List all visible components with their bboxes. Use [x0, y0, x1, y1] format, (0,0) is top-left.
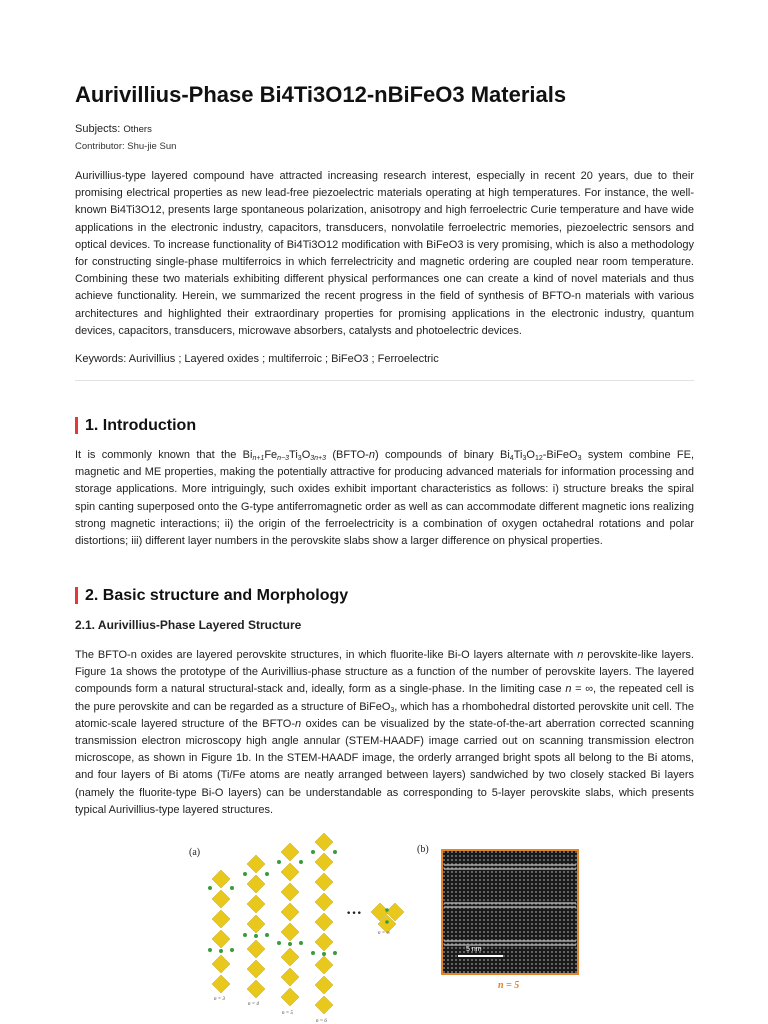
scale-bar-label: 5 nm — [466, 946, 482, 953]
introduction-paragraph: It is commonly known that the $Bi_{n+1}Fe_{n-3}Ti_3O_{3n+3}$ (BFTO-n) compounds of binary $Bi_4Ti_3O_{12}-BiFeO_3$ system combine FE, magnetic and ME properties, making the potentially attractive for producing advanced materials for information processing and storage applications. More intriguingly, such oxides exhibit important characteristics as follows: i) structure breaks the spiral spin canting superposed onto the G-type antiferromagnetic order as well as can accommodate different magnetic ions realizing strong magnetic interactions; ii) the origin of the ferroelectricity is a combination of oxygen octahedral rotations and polar distortions; iii) different layer numbers in the perovskite slabs show a larger difference on physical properties. — [75, 449, 695, 548]
heading-accent-bar — [75, 587, 78, 604]
stem-haadf-image — [442, 850, 578, 991]
structure-ninf — [371, 903, 404, 936]
label-n6: n = 6 — [316, 1019, 327, 1024]
subsection-heading: 2.1. Aurivillius-Phase Layered Structure — [75, 618, 302, 632]
subjects-label: Subjects: — [75, 123, 121, 135]
structure-n3 — [208, 870, 234, 1002]
structure-n4 — [243, 855, 269, 1007]
structure-n6 — [311, 833, 337, 1024]
structure-paragraph: The BFTO-n oxides are layered perovskite structures, in which fluorite-like Bi-O layers alternate with n perovskite-like layers. Figure 1a shows the prototype of the Aurivillius-phase structure as a function of the number of perovskite layers. The layered compounds form a natural structural-stack and, ideally, form as a single-phase. In the limiting case n = ∞, the repeated cell is the pure perovskite and can be regarded as a structure of BiFeO$_3$, which has a rhombohedral distorted perovskite unit cell. The atomic-scale layered structure of the BFTO-n oxides can be visualized by the state-of-the-art aberration corrected scanning transmission electron microscopy high angle annular (STEM-HAADF) image carried out on scanning transmission electron microscope, as shown in Figure 1b. In the STEM-HAADF image, the orderly arranged bright spots all belong to the Bi atoms, and four layers of Bi atoms (Ti/Fe atoms are neatly arranged between layers) sandwiched by two closely stacked Bi layers (namely the fluorite-type Bi-O layers) can be understandable as corresponding to 5-layer perovskite slabs, which presents typical Aurivillius-type layered structures. — [75, 649, 694, 816]
label-ninf: n = ∞ — [378, 931, 390, 936]
label-n3: n = 3 — [214, 997, 225, 1002]
page-title: Aurivillius-Phase Bi4Ti3O12-nBiFeO3 Materials — [75, 82, 567, 107]
abstract: Aurivillius-type layered compound have attracted increasing research interest, especially in recent 20 years, due to their promising electrical properties as new lead-free piezoelectric materials operating at high temperatures. For instance, the well-known Bi4Ti3O12, presents large spontaneous polarization, anisotropy and high ferroelectric Curie temperature and have wide applications in the electronic industry, capacitors, transducers, nonvolatile ferroelectric memories, piezoelectric sensors and optical devices. To increase functionality of Bi4Ti3O12 modification with BiFeO3 is very promising, which is also a methodology for constructing single-phase multiferroics in which ferrelectricity and magnetic ordering are coupled near room temperature. Combining these two materials exhibiting different physical performances one can create a kind of novel materials and thus achieve functionality. Herein, we summarized the recent progress in the field of synthesis of BFTO-n materials with various architectures and highlighted their extraordinary properties for promising applications in the electronic industry, quantum devices, capacitors, transducers, microwave absorbers, catalysts and photoelectric devices. — [75, 170, 694, 337]
heading-accent-bar — [75, 417, 78, 434]
scale-bar — [458, 955, 503, 957]
figure-1 — [110, 830, 520, 1024]
structure-n5 — [277, 843, 303, 1016]
label-n4: n = 4 — [248, 1002, 259, 1007]
ellipsis: ··· — [346, 905, 363, 922]
contributor: Contributor: Shu-jie Sun — [75, 141, 177, 152]
divider — [75, 380, 694, 381]
subjects-link[interactable]: Others — [123, 124, 152, 135]
crystal-structures — [208, 833, 404, 1024]
image-caption-n5: n = 5 — [498, 980, 520, 991]
section-heading-basic-structure — [75, 586, 348, 606]
subjects-line — [75, 123, 152, 135]
figure-label-a: (a) — [189, 847, 201, 858]
section-heading-introduction — [75, 416, 196, 436]
heading-text: 1. Introduction — [85, 417, 197, 434]
label-n5: n = 5 — [282, 1011, 293, 1016]
heading-text: 2. Basic structure and Morphology — [85, 587, 349, 604]
keywords: Keywords: Aurivillius ; Layered oxides ; multiferroic ; BiFeO3 ; Ferroelectric — [75, 353, 439, 365]
figure-label-b: (b) — [417, 844, 429, 855]
